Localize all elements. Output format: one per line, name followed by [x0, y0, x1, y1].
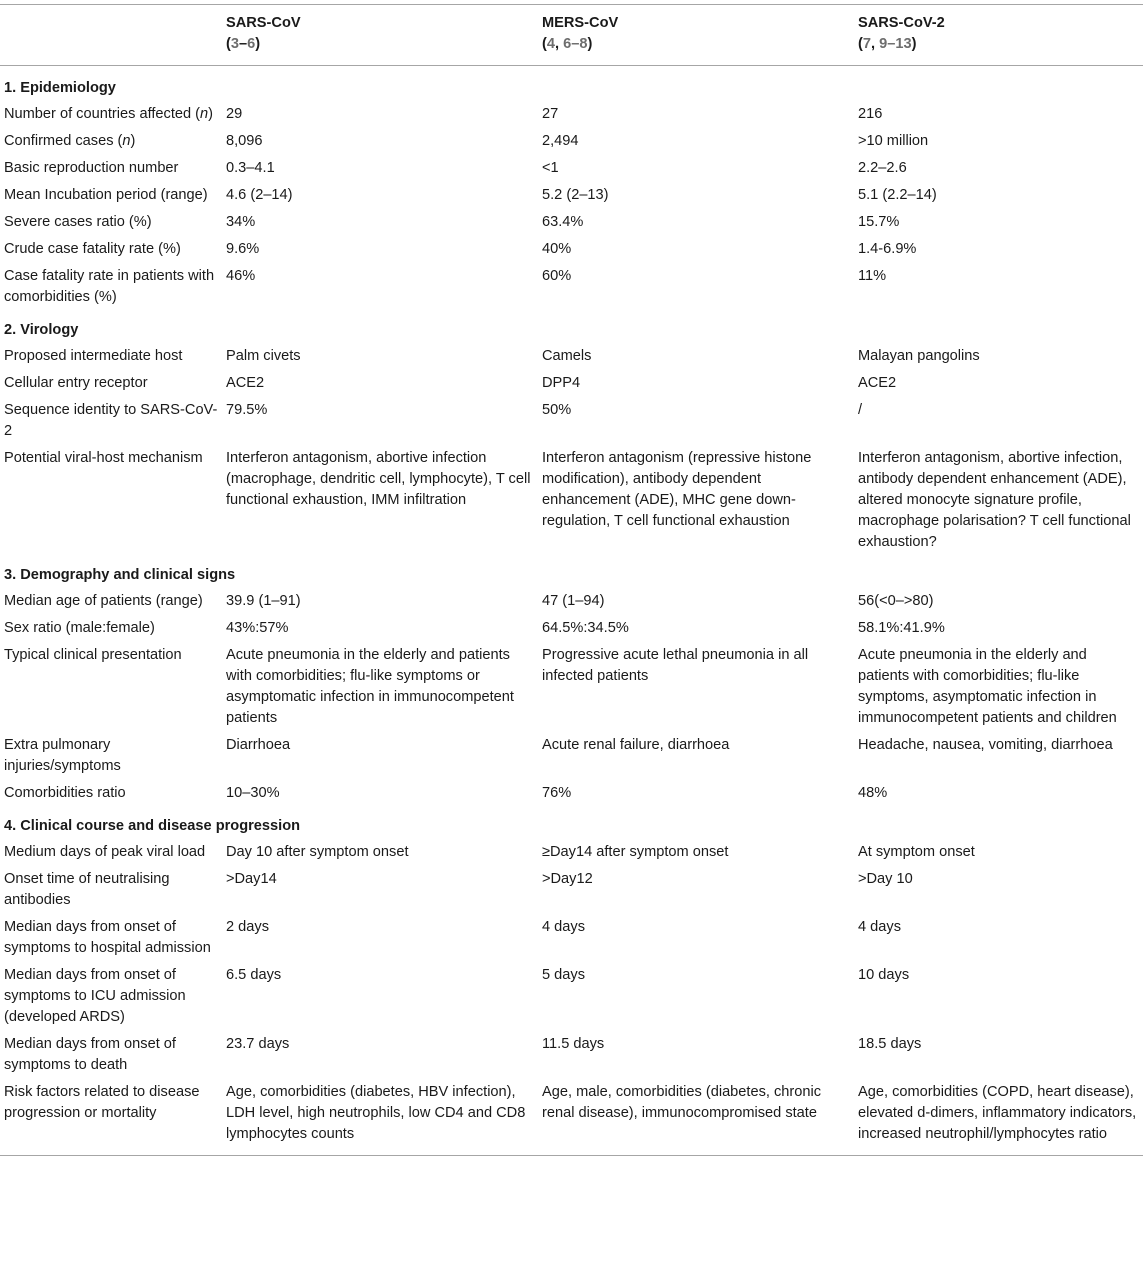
cell-sars-cov: 8,096 [226, 133, 263, 149]
table-row [0, 915, 1143, 963]
table-row [0, 589, 1143, 616]
table-row [0, 840, 1143, 867]
cell-mers-cov: Acute renal failure, diarrhoea [542, 737, 730, 753]
section-heading: 2. Virology [4, 322, 79, 338]
cell-sars-cov: Age, comorbidities (diabetes, HBV infection), LDH level, high neutrophils, low CD4 and CD8 lymphocytes counts [222, 1080, 538, 1156]
header-sars-cov-2 [854, 5, 1143, 66]
row-label: Risk factors related to disease progression or mortality [0, 1080, 222, 1156]
cell-sars-cov-2: 1.4-6.9% [858, 241, 917, 257]
table-row [0, 616, 1143, 643]
cell-sars-cov: 0.3–4.1 [226, 160, 275, 176]
row-label: Median days from onset of symptoms to ICU admission (developed ARDS) [4, 967, 186, 1025]
table-row [0, 371, 1143, 398]
cell-mers-cov: 76% [542, 785, 572, 801]
header-mers-cov [538, 5, 854, 66]
cell-sars-cov: 43%:57% [226, 620, 289, 636]
section-heading: 3. Demography and clinical signs [4, 567, 236, 583]
table-row [0, 643, 1143, 733]
cell-mers-cov: 40% [542, 241, 572, 257]
table-row [0, 867, 1143, 915]
cell-sars-cov: Interferon antagonism, abortive infection (macrophage, dendritic cell, lymphocyte), T cell functional exhaustion, IMM infiltration [226, 450, 531, 508]
reference-link[interactable]: 6–8 [563, 36, 588, 52]
section-heading: 4. Clinical course and disease progression [4, 818, 301, 834]
section-heading: 1. Epidemiology [4, 80, 116, 96]
cell-mers-cov: 11.5 days [542, 1036, 605, 1052]
row-label: Sex ratio (male:female) [4, 620, 155, 636]
section-row [0, 66, 1143, 103]
row-label: Medium days of peak viral load [4, 844, 206, 860]
cell-sars-cov-2: 4 days [858, 919, 901, 935]
header-title: SARS-CoV-2 [858, 15, 945, 31]
cell-mers-cov: 5.2 (2–13) [542, 187, 609, 203]
cell-mers-cov: ≥Day14 after symptom onset [542, 844, 729, 860]
table-row [0, 129, 1143, 156]
row-label: Proposed intermediate host [4, 348, 183, 364]
cell-sars-cov-2: Headache, nausea, vomiting, diarrhoea [858, 737, 1113, 753]
cell-sars-cov: 10–30% [226, 785, 280, 801]
cell-sars-cov-2: Malayan pangolins [858, 348, 980, 364]
row-label: Potential viral-host mechanism [4, 450, 203, 466]
cell-mers-cov: 2,494 [542, 133, 579, 149]
cell-mers-cov: Interferon antagonism (repressive histone modification), antibody dependent enhancement (ADE), MHC gene down-regulation, T cell functional exhaustion [542, 450, 812, 529]
cell-sars-cov-2: 18.5 days [858, 1036, 922, 1052]
cell-mers-cov: <1 [542, 160, 559, 176]
header-sars-cov [222, 5, 538, 66]
cell-sars-cov: 29 [226, 106, 243, 122]
cell-sars-cov-2: 11% [858, 268, 887, 284]
cell-sars-cov-2: Age, comorbidities (COPD, heart disease), elevated d-dimers, inflammatory indicators, increased neutrophil/lymphocytes ratio [854, 1080, 1143, 1156]
cell-sars-cov-2: 56(<0–>80) [858, 593, 934, 609]
table-row [0, 156, 1143, 183]
cell-sars-cov: ACE2 [226, 375, 265, 391]
header-empty-cell [0, 5, 222, 66]
cell-sars-cov: Acute pneumonia in the elderly and patients with comorbidities; flu-like symptoms or asymptomatic infection in immunocompetent patients [226, 647, 514, 726]
cell-sars-cov: 46% [226, 268, 256, 284]
reference-link[interactable]: 3 [230, 36, 239, 52]
cell-sars-cov: >Day14 [226, 871, 277, 887]
cell-sars-cov-2: Interferon antagonism, abortive infection, antibody dependent enhancement (ADE), altered monocyte signature profile, macrophage polarisation? T cell functional exhaustion? [858, 450, 1131, 550]
cell-sars-cov-2: 10 days [858, 967, 910, 983]
cell-mers-cov: 5 days [542, 967, 585, 983]
section-row [0, 312, 1143, 344]
reference-link[interactable]: 4 [546, 36, 555, 52]
cell-sars-cov-2: / [858, 402, 863, 418]
table-row [0, 264, 1143, 312]
row-label: Mean Incubation period (range) [4, 187, 208, 203]
cell-mers-cov: 60% [542, 268, 572, 284]
header-title: MERS-CoV [542, 15, 619, 31]
table-row [0, 237, 1143, 264]
table-row [0, 963, 1143, 1032]
cell-mers-cov: 50% [542, 402, 572, 418]
cell-mers-cov: 64.5%:34.5% [542, 620, 629, 636]
cell-sars-cov-2: >Day 10 [858, 871, 913, 887]
cell-sars-cov-2: 216 [858, 106, 883, 122]
cell-sars-cov-2: 15.7% [858, 214, 900, 230]
header-references: (4, 6–8) [542, 36, 593, 52]
cell-sars-cov: 6.5 days [226, 967, 282, 983]
header-title: SARS-CoV [226, 15, 301, 31]
table-row [0, 102, 1143, 129]
cell-sars-cov: Diarrhoea [226, 737, 291, 753]
table-row [0, 781, 1143, 808]
cell-sars-cov: 4.6 (2–14) [226, 187, 293, 203]
header-references: (3–6) [226, 36, 261, 52]
cell-sars-cov-2: >10 million [858, 133, 929, 149]
table-row [0, 1080, 1143, 1156]
row-label: Onset time of neutralising antibodies [4, 871, 170, 908]
table-row [0, 344, 1143, 371]
row-label: Median age of patients (range) [4, 593, 203, 609]
row-label: Cellular entry receptor [4, 375, 148, 391]
row-label: Severe cases ratio (%) [4, 214, 152, 230]
cell-mers-cov: >Day12 [542, 871, 593, 887]
table-row [0, 183, 1143, 210]
cell-sars-cov-2: 58.1%:41.9% [858, 620, 945, 636]
cell-sars-cov-2: 48% [858, 785, 888, 801]
cell-sars-cov: 23.7 days [226, 1036, 290, 1052]
row-label: Typical clinical presentation [4, 647, 182, 663]
row-label: Crude case fatality rate (%) [4, 241, 181, 257]
reference-link[interactable]: 9–13 [879, 36, 912, 52]
cell-sars-cov: 9.6% [226, 241, 260, 257]
cell-mers-cov: 27 [542, 106, 559, 122]
reference-link[interactable]: 7 [862, 36, 871, 52]
row-label: Median days from onset of symptoms to death [4, 1036, 176, 1073]
row-label: Case fatality rate in patients with comorbidities (%) [4, 268, 215, 305]
table-body [0, 66, 1143, 1156]
cell-mers-cov: DPP4 [542, 375, 581, 391]
cell-mers-cov: 47 (1–94) [542, 593, 605, 609]
cell-mers-cov: Age, male, comorbidities (diabetes, chronic renal disease), immunocompromised state [538, 1080, 854, 1156]
table-row [0, 398, 1143, 446]
cell-mers-cov: 63.4% [542, 214, 584, 230]
row-label: Sequence identity to SARS-CoV-2 [4, 402, 218, 439]
cell-mers-cov: Progressive acute lethal pneumonia in all infected patients [542, 647, 809, 684]
cell-mers-cov: Camels [542, 348, 592, 364]
cell-sars-cov-2: 2.2–2.6 [858, 160, 907, 176]
cell-sars-cov-2: At symptom onset [858, 844, 975, 860]
cell-sars-cov: 39.9 (1–91) [226, 593, 301, 609]
table-row [0, 733, 1143, 781]
cell-sars-cov: 34% [226, 214, 256, 230]
row-label: Number of countries affected (n) [4, 106, 214, 122]
section-row [0, 557, 1143, 589]
row-label: Extra pulmonary injuries/symptoms [4, 737, 121, 774]
table-header [0, 5, 1143, 66]
header-row [0, 5, 1143, 66]
cell-sars-cov: Day 10 after symptom onset [226, 844, 409, 860]
row-label: Confirmed cases (n) [4, 133, 136, 149]
table-row [0, 210, 1143, 237]
row-label: Median days from onset of symptoms to hospital admission [4, 919, 211, 956]
cell-mers-cov: 4 days [542, 919, 585, 935]
comparison-table [0, 4, 1143, 1156]
cell-sars-cov-2: Acute pneumonia in the elderly and patients with comorbidities; flu-like symptoms, asymptomatic infection in immunocompetent patients and children [858, 647, 1117, 726]
reference-link[interactable]: 6 [247, 36, 256, 52]
table-row [0, 1032, 1143, 1080]
cell-sars-cov: 2 days [226, 919, 269, 935]
cell-sars-cov-2: ACE2 [858, 375, 897, 391]
header-references: (7, 9–13) [858, 36, 917, 52]
table-row [0, 446, 1143, 557]
cell-sars-cov-2: 5.1 (2.2–14) [858, 187, 937, 203]
cell-sars-cov: 79.5% [226, 402, 268, 418]
row-label: Basic reproduction number [4, 160, 179, 176]
row-label: Comorbidities ratio [4, 785, 126, 801]
cell-sars-cov: Palm civets [226, 348, 301, 364]
section-row [0, 808, 1143, 840]
